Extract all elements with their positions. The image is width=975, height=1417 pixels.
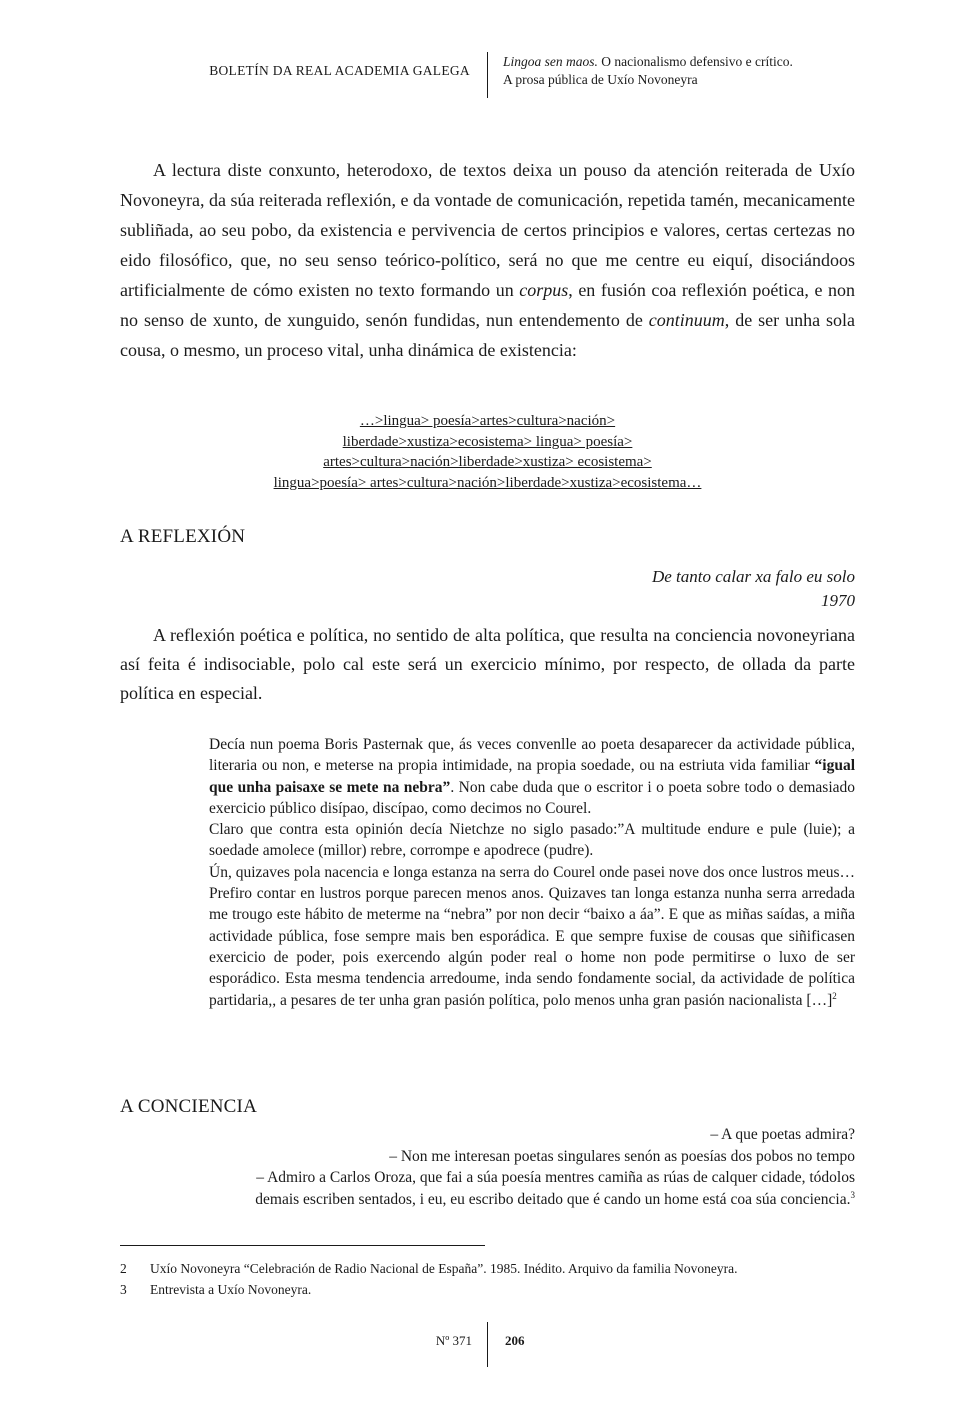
epigraph <box>652 565 855 613</box>
header-divider <box>487 52 488 98</box>
intro-corpus-italic: corpus <box>519 280 569 300</box>
quote-paragraph-3 <box>209 862 855 1011</box>
footnote-3 <box>120 1279 860 1300</box>
chain-line: lingua>poesía> artes>cultura>nación>liberdade>xustiza>ecosistema… <box>273 474 702 491</box>
epigraph-year: 1970 <box>821 591 855 610</box>
footnote-ref-3[interactable]: 3 <box>850 1189 855 1200</box>
article-subtitle: A prosa pública de Uxío Novoneyra <box>503 72 698 87</box>
intro-text-1: A lectura diste conxunto, heterodoxo, de textos deixa un pouso da atención reiterada de Uxío Novoneyra, da súa reiterada reflexión, e da vontade de comunicación, repetida tamén, mecanicamente subliñada, ao seu pobo, da existencia e pervivencia de certos principios e valores, certas certezas no eido filosófico, que, no seu senso teórico-político, será no que me centre eu eiquí, disociándoos artificialmente de cómo existen no texto formando un <box>120 160 855 300</box>
intro-text-3: , de ser unha sola cousa, o mesmo, un proceso vital, unha dinámica de existencia: <box>120 310 855 360</box>
reflexion-paragraph: A reflexión poética e política, no sentido de alta política, que resulta na conciencia novoneyriana así feita é indisociable, polo cal este será un exercicio mínimo, por respecto, de ollada da parte política en especial. <box>120 625 855 703</box>
footnote-2 <box>120 1258 860 1279</box>
section-heading-reflexion: A REFLEXIÓN <box>120 526 246 547</box>
dialogue-line: – A que poetas admira? <box>710 1126 855 1143</box>
article-title-italic: Lingoa sen maos. <box>503 54 598 69</box>
quote-text: Ún, quizaves pola nacencia e longa estanza na serra do Courel onde pasei nove dos once lustros meus… Prefiro contar en lustros porque parecen menos anos. Quizaves tan longa estanza nunha serra arredada me trougo este hábito de meterme na “nebra” por non decir “baixo a áa”. E que as miñas saídas, a miña actividade pública, fose sempre mais ben esporádica. E que sempre fuxise de cousas que siñificasen exercicio de poder, pois exercendo algún poder real o home non pode permitirse o luxo de ser esporádico. Esta mesma tendencia arredoume, inda sendo fondamente social, da actividade de política partidaria,, a pesares de ter unha gran pasión política, polo menos unha gran pasión nacionalista […] <box>209 863 855 1009</box>
quote-paragraph-1 <box>209 734 855 819</box>
journal-name: BOLETÍN DA REAL ACADEMIA GALEGA <box>209 63 470 78</box>
quote-paragraph-2: Claro que contra esta opinión decía Nietchze no siglo pasado:”A multitude endure e pule (luie); a soedade amolece (millor) rebre, corrompe e apodrece (pudre). <box>209 821 855 860</box>
dialogue-text: – Admiro a Carlos Oroza, que fai a súa poesía mentres camiña as rúas de calquer cidade, tódolos demais escriben sentados, i eu, eu escribo deitado que é cando un home está coa súa conciencia. <box>255 1169 855 1208</box>
issue-number: Nº 371 <box>435 1333 472 1348</box>
dialogue-line <box>235 1167 855 1210</box>
quote-text: . Non cabe duda que o escritor i o poeta sobre todo o demasiado exercicio público disípao, discípao, como decimos no Courel. <box>209 778 856 817</box>
footnote-number: 3 <box>120 1282 127 1297</box>
intro-continuum-italic: continuum <box>648 310 725 330</box>
footnotes <box>120 1258 860 1300</box>
section-heading-conciencia: A CONCIENCIA <box>120 1096 257 1117</box>
article-title <box>503 53 793 89</box>
intro-text-2: , en fusión coa reflexión poética, e non no senso de xunto, de xunguido, senón fundidas, nun entendemento de <box>120 280 855 330</box>
interview-dialogue <box>235 1124 855 1210</box>
concept-chain <box>120 411 855 493</box>
chain-line: liberdade>xustiza>ecosistema> lingua> poesía> <box>342 433 633 450</box>
footer-divider <box>487 1322 488 1367</box>
chain-line: artes>cultura>nación>liberdade>xustiza> ecosistema> <box>323 454 652 470</box>
block-quote <box>209 734 855 1011</box>
quote-text: Decía nun poema Boris Pasternak que, ás veces convenlle ao poeta desaparecer da actividade pública, literaria ou non, e meterse na propia intimidade, na propia soedade, ou na estriuta vida familiar <box>209 736 855 775</box>
dialogue-line: – Non me interesan poetas singulares senón as poesías dos pobos no tempo <box>389 1147 855 1165</box>
footnote-text: Uxío Novoneyra “Celebración de Radio Nacional de España”. 1985. Inédito. Arquivo da familia Novoneyra. <box>150 1261 738 1276</box>
footnote-text: Entrevista a Uxío Novoneyra. <box>150 1282 312 1297</box>
chain-line: …>lingua> poesía>artes>cultura>nación> <box>359 413 616 429</box>
footnote-ref-2[interactable]: 2 <box>832 990 837 1001</box>
intro-paragraph <box>120 155 855 365</box>
footnote-divider <box>120 1245 485 1246</box>
page-number: 206 <box>505 1333 525 1348</box>
quote-bold-phrase: “igual que unha paisaxe se mete na nebra” <box>209 757 855 796</box>
article-title-rest: O nacionalismo defensivo e crítico. <box>597 54 793 69</box>
epigraph-title: De tanto calar xa falo eu solo <box>651 567 855 586</box>
footnote-number: 2 <box>120 1261 127 1276</box>
